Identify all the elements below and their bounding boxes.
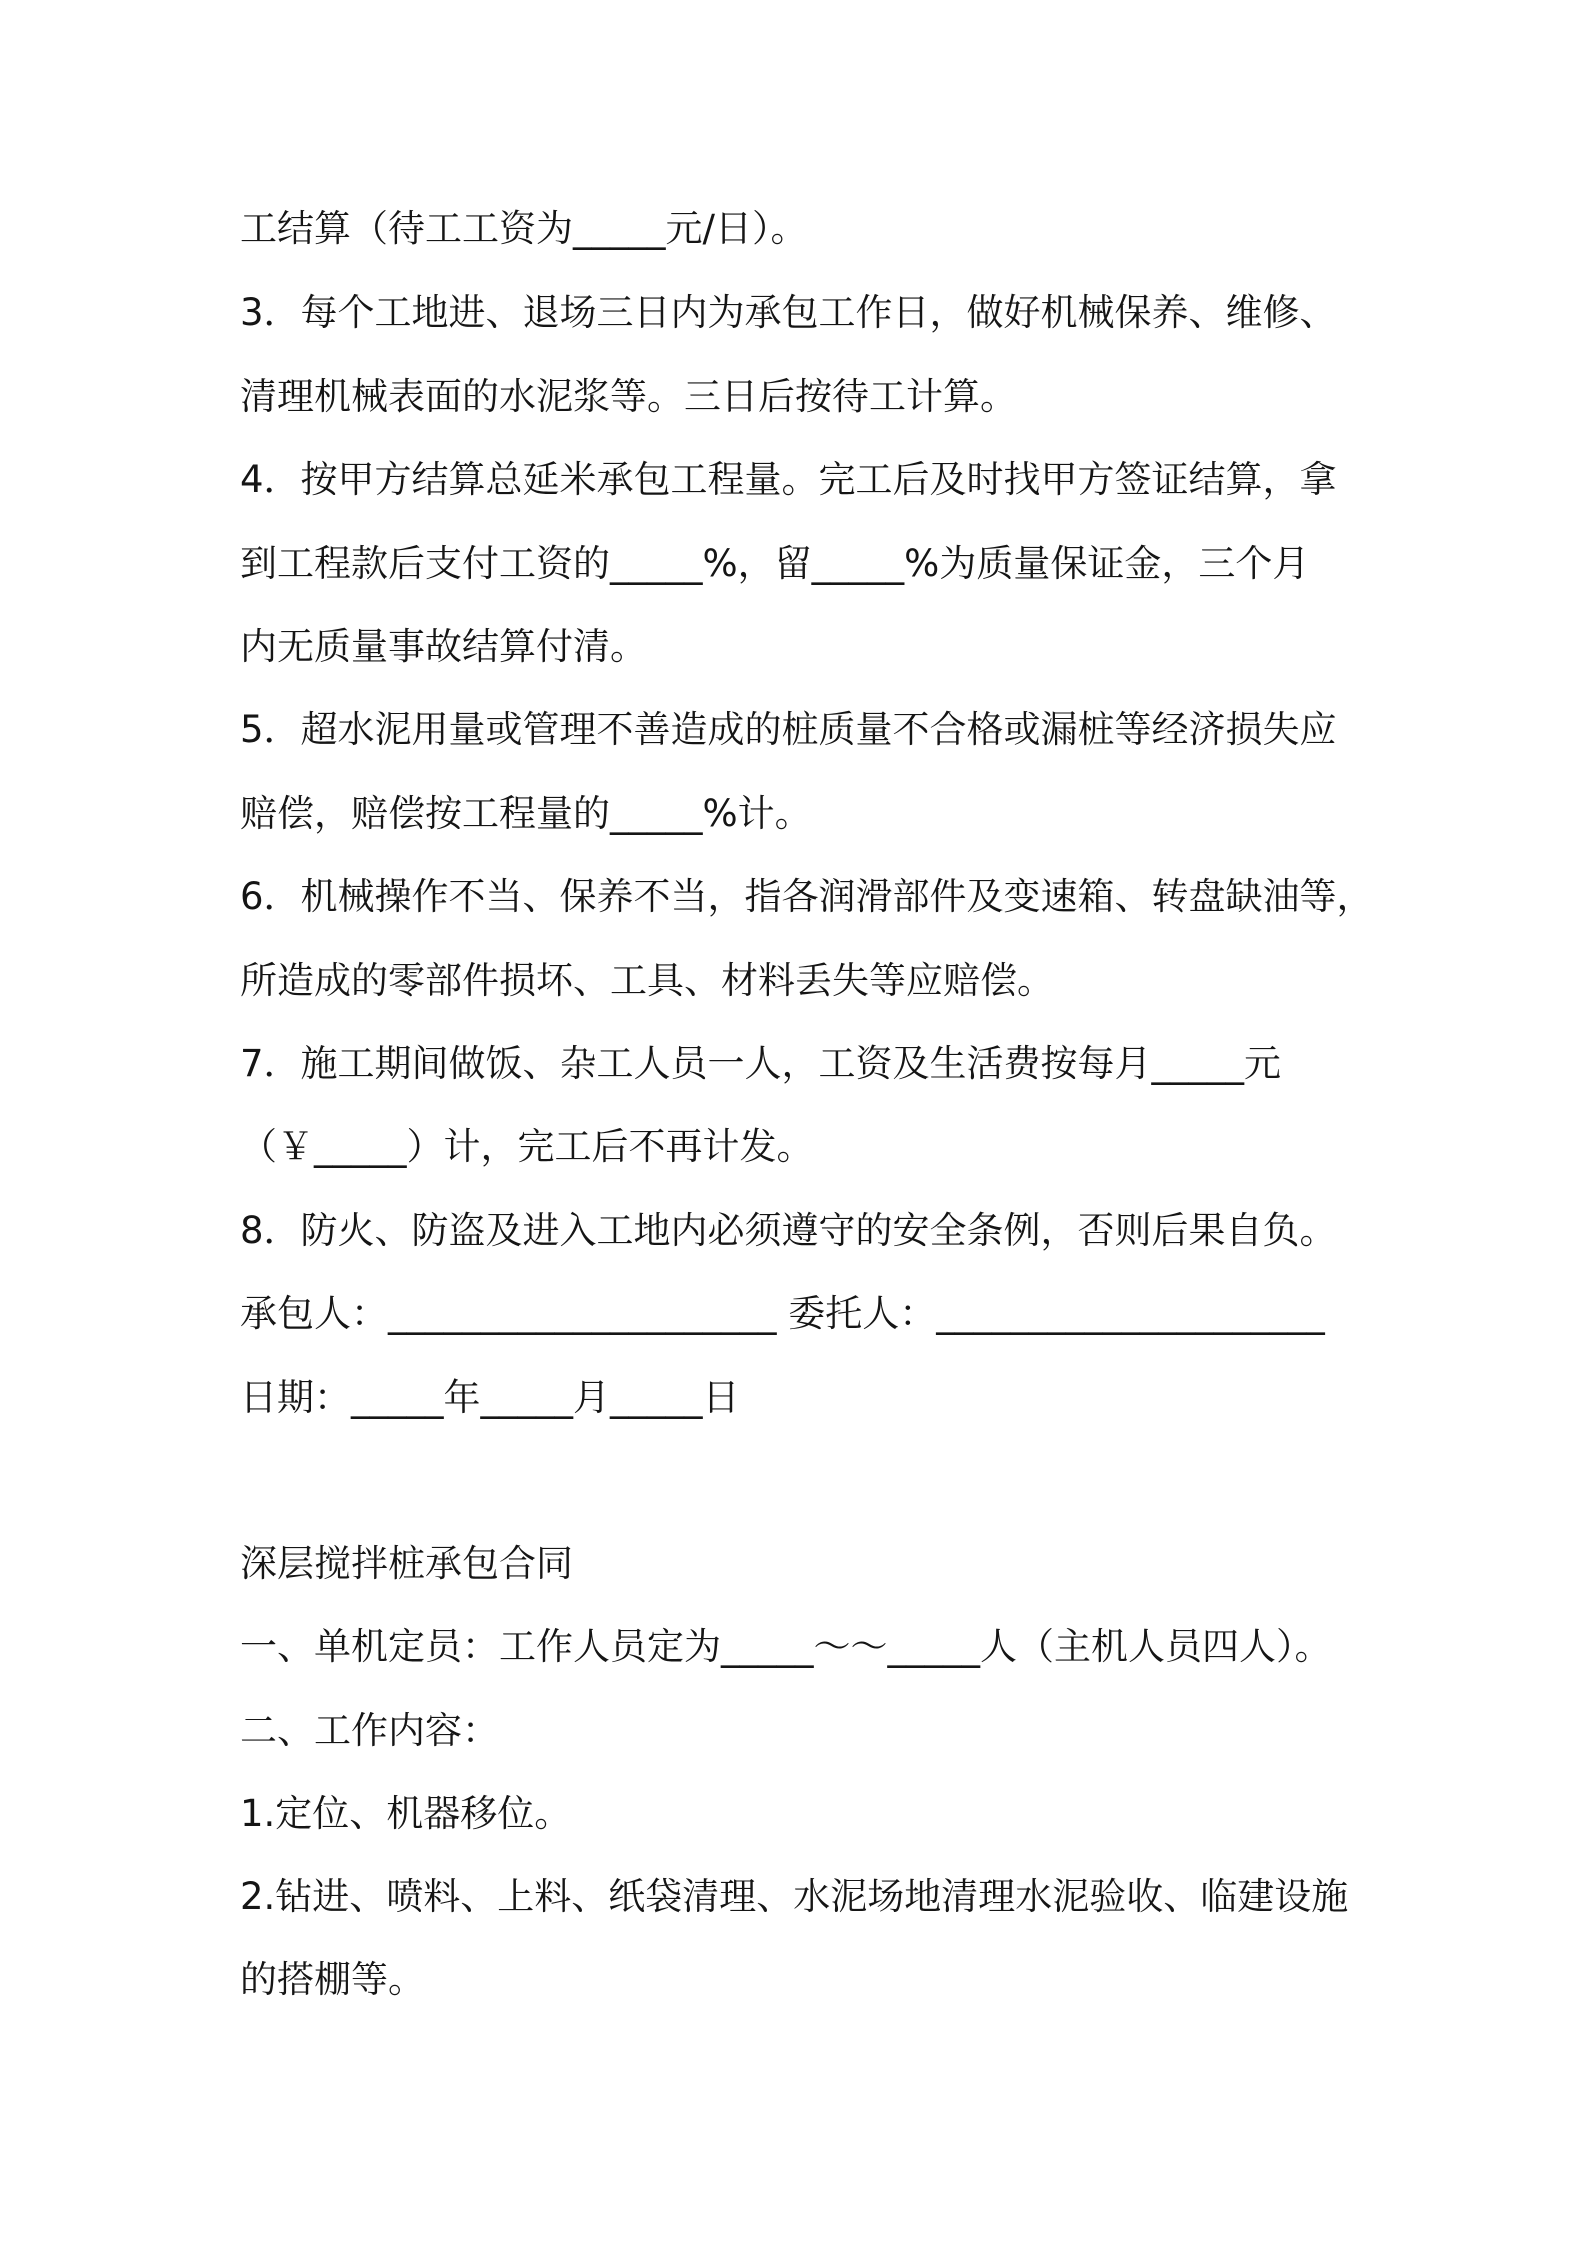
text-line: 内无质量事故结算付清。 <box>240 625 647 668</box>
text-line: 1.定位、机器移位。 <box>240 1792 572 1835</box>
text-line: （￥_____）计，完工后不再计发。 <box>240 1125 814 1168</box>
text-line: 2.钻进、喷料、上料、纸袋清理、水泥场地清理水泥验收、临建设施 <box>240 1875 1349 1918</box>
text-line: 6．机械操作不当、保养不当，指各润滑部件及变速箱、转盘缺油等， <box>240 875 1374 918</box>
text-line: 清理机械表面的水泥浆等。三日后按待工计算。 <box>240 375 1017 418</box>
signature-line: 承包人：_____________________ 委托人：_____________________ <box>240 1292 1325 1335</box>
text-line: 二、工作内容： <box>240 1709 499 1752</box>
section-title: 深层搅拌桩承包合同 <box>240 1542 573 1585</box>
text-line: 工结算（待工工资为_____元/日）。 <box>240 207 808 250</box>
text-line: 的搭棚等。 <box>240 1958 425 2001</box>
text-line: 所造成的零部件损坏、工具、材料丢失等应赔偿。 <box>240 959 1054 1002</box>
date-line: 日期：_____年_____月_____日 <box>240 1376 740 1419</box>
text-line: 到工程款后支付工资的_____%，留_____%为质量保证金，三个月 <box>240 542 1310 585</box>
text-line: 8．防火、防盗及进入工地内必须遵守的安全条例，否则后果自负。 <box>240 1209 1337 1252</box>
text-line: 3．每个工地进、退场三日内为承包工作日，做好机械保养、维修、 <box>240 291 1337 334</box>
text-line: 赔偿，赔偿按工程量的_____%计。 <box>240 792 812 835</box>
text-line: 4．按甲方结算总延米承包工程量。完工后及时找甲方签证结算，拿 <box>240 458 1337 501</box>
text-line: 7．施工期间做饭、杂工人员一人，工资及生活费按每月_____元 <box>240 1042 1282 1085</box>
text-line: 5．超水泥用量或管理不善造成的桩质量不合格或漏桩等经济损失应 <box>240 708 1337 751</box>
text-line: 一、单机定员：工作人员定为_____～～_____人（主机人员四人）。 <box>240 1625 1332 1668</box>
